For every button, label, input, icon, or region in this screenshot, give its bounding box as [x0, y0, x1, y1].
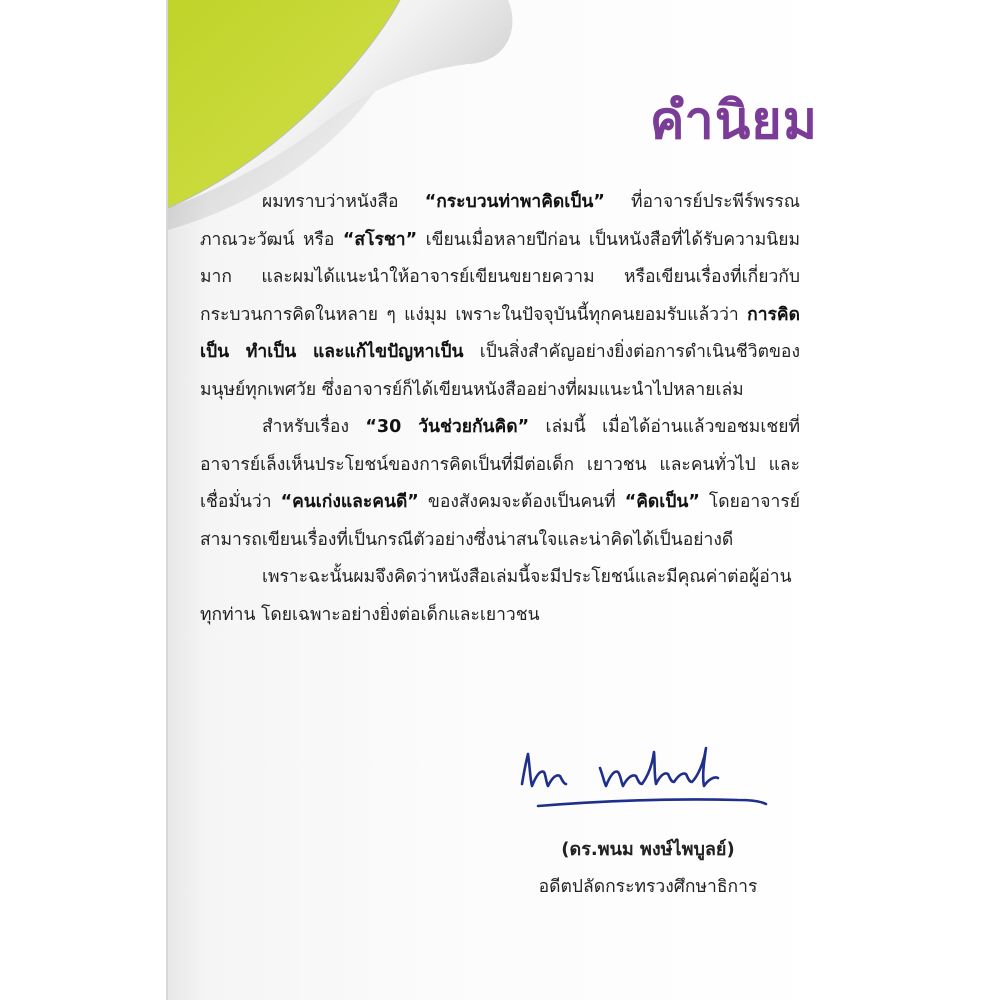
emphasized-text: “สโรชา” — [342, 229, 418, 250]
paragraph-1 — [200, 184, 800, 409]
emphasized-text: “คนเก่งและคนดี” — [280, 492, 419, 512]
page-heading: คำนิยม — [649, 91, 818, 151]
emphasized-text: การคิดเป็น ทำเป็น และแก้ไขปัญหาเป็น — [200, 304, 800, 362]
text-run: สำหรับเรื่อง — [262, 417, 366, 437]
signer-title: อดีตปลัดกระทรวงศึกษาธิการ — [538, 877, 758, 897]
text-run: โดยอาจารย์สามารถเขียนเรื่องที่เป็นกรณีตัวอย่างซึ่งน่าสนใจและน่าคิดได้เป็นอย่างดี — [200, 492, 800, 550]
page — [168, 0, 832, 1000]
text-run: เล่มนี้ เมื่อได้อ่านแล้วขอชมเชยที่อาจารย์เล็งเห็นประโยชน์ของการคิดเป็นที่มีต่อเด็ก เยาวชน และคนทั่วไป และเชื่อมั่นว่า — [200, 417, 800, 512]
text-run: ของสังคมจะต้องเป็นคนที่ — [418, 492, 625, 512]
emphasized-text: “กระบวนท่าพาคิดเป็น” — [424, 192, 605, 212]
emphasized-text: “คิดเป็น” — [624, 492, 700, 512]
emphasized-text: “30 วันช่วยกันคิด” — [365, 417, 530, 437]
text-run: เพราะฉะนั้นผมจึงคิดว่าหนังสือเล่มนี้จะมีประโยชน์และมีคุณค่าต่อผู้อ่านทุกท่าน โดยเฉพาะอย่างยิ่งต่อเด็กและเยาวชน — [200, 567, 792, 625]
text-run: ที่อาจารย์ประพีร์พรรณ ภาณวะวัฒน์ หรือ — [200, 192, 800, 250]
text-run: เป็นสิ่งสำคัญอย่างยิ่งต่อการดำเนินชีวิตของมนุษย์ทุกเพศวัย ซึ่งอาจารย์ก็ได้เขียนหนังสืออย่างที่ผมแนะนำไปหลายเล่ม — [200, 342, 800, 400]
text-run: เขียนเมื่อหลายปีก่อน เป็นหนังสือที่ได้รับความนิยมมาก และผมได้แนะนำให้อาจารย์เขียนขยายความ หรือเขียนเรื่องที่เกี่ยวกับกระบวนการคิดในหลาย ๆ แง่มุม เพราะในปัจจุบันนี้ทุกคนยอมรับแล้วว่า — [200, 229, 800, 325]
text-run: ผมทราบว่าหนังสือ — [262, 192, 425, 212]
handwritten-signature — [508, 732, 788, 832]
paragraph-2 — [200, 409, 800, 559]
paragraph-3 — [200, 559, 800, 634]
signer-name: (ดร.พนม พงษ์ไพบูลย์) — [561, 839, 735, 860]
foreword-body — [200, 184, 800, 634]
